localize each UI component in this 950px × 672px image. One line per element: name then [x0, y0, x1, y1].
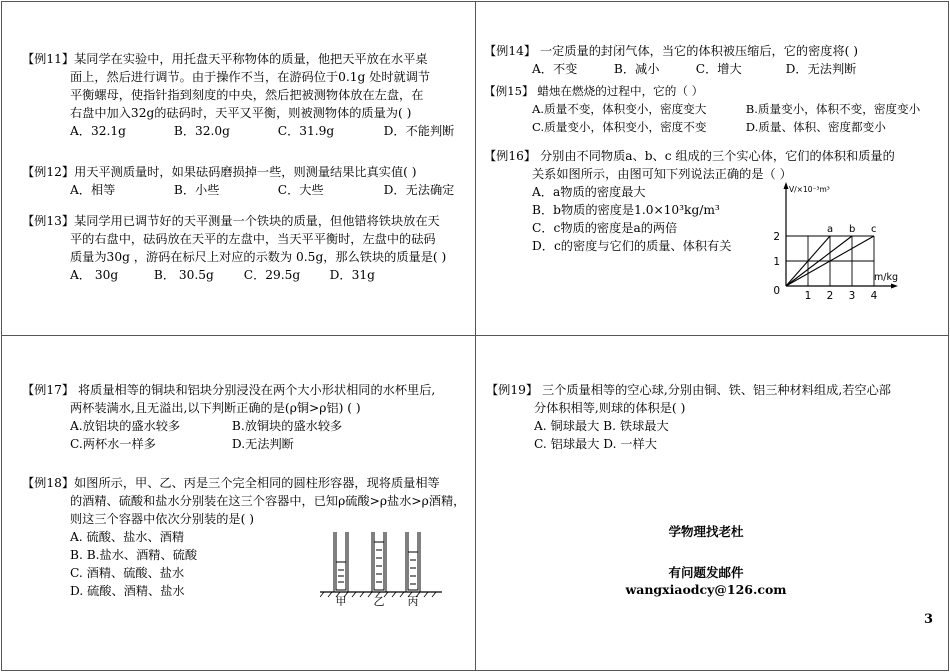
- q14-option-b: B．减小: [613, 62, 660, 76]
- series-label-c: c: [871, 224, 877, 235]
- q11-option-d: D．不能判断: [383, 124, 455, 138]
- q15-line: 【例15】 蜡烛在燃烧的过程中，它的（ ）: [484, 84, 704, 98]
- q13-line: 质量为30g ，游码在标尺上对应的示数为 0.5g，那么铁块的质量是( ): [70, 250, 447, 264]
- q19-options-row2: C. 铝球最大 D. 一样大: [534, 437, 657, 451]
- q17-option-c: C.两杯水一样多: [70, 437, 156, 451]
- q18-option-a: A. 硫酸、盐水、酒精: [70, 530, 185, 544]
- footer-email: wangxiaodcy@126.com: [625, 582, 787, 597]
- series-label-b: b: [849, 224, 856, 235]
- footer-contact: 有问题发邮件: [668, 565, 744, 580]
- containers-figure: [320, 526, 450, 606]
- y-tick-label: 2: [773, 231, 780, 243]
- q11-option-a: A．32.1g: [70, 124, 126, 138]
- y-tick-label: 1: [773, 256, 780, 268]
- q11-line: 面上，然后进行调节。由于操作不当，在游码位于0.1g 处时就调节: [70, 70, 431, 84]
- panel-bottom-left: [1, 335, 476, 671]
- q18-option-b: B. B.盐水、酒精、硫酸: [70, 548, 198, 562]
- q12-option-c: C．大些: [277, 183, 324, 197]
- q13-options: [22, 266, 446, 284]
- q13-option-b: B． 30.5g: [153, 268, 214, 282]
- q13-option-a: A． 30g: [70, 268, 119, 282]
- q19-options-row1: A. 铜球最大 B. 铁球最大: [534, 419, 669, 433]
- page-number: 3: [924, 612, 934, 627]
- q13-line: 平的右盘中，砝码放在天平的左盘中，当天平平衡时，左盘中的砝码: [70, 232, 436, 246]
- q17-option-b: B.放铜块的盛水较多: [231, 419, 343, 433]
- q15-option-a: A.质量不变，体积变小，密度变大: [532, 102, 707, 116]
- q11-option-b: B．32.0g: [173, 124, 230, 138]
- q14-option-c: C．增大: [695, 62, 742, 76]
- x-tick-label: 3: [848, 290, 856, 300]
- question-13: [22, 212, 446, 284]
- q16-line: 关系如图所示，由图可知下列说法正确的是（ ）: [532, 167, 792, 181]
- q12-line: 【例12】用天平测质量时，如果砝码磨损掉一些，则测量结果比真实值( ): [22, 165, 417, 179]
- question-15: [484, 82, 920, 136]
- x-tick-label: 4: [870, 290, 878, 300]
- volume-mass-graph: [766, 180, 926, 300]
- q18-option-d: D. 硫酸、酒精、盐水: [70, 584, 185, 598]
- q11-line: 平衡螺母，使指针指到刻度的中央，然后把被测物体放在左盘，在: [70, 88, 424, 102]
- q16-option-c: C．c物质的密度是a的两倍: [532, 221, 678, 235]
- x-axis-label: m/kg: [874, 272, 898, 283]
- q14-line: 【例14】 一定质量的封闭气体，当它的体积被压缩后，它的密度将( ): [484, 44, 859, 58]
- q16-option-a: A．a物质的密度最大: [532, 185, 646, 199]
- q18-line: 【例18】如图所示，甲、乙、丙是三个完全相同的圆柱形容器，现将质量相等: [22, 476, 440, 490]
- y-axis-label: V/×10⁻³m³: [789, 185, 830, 194]
- question-14: [484, 42, 858, 78]
- q14-option-a: A．不变: [532, 62, 578, 76]
- origin-label: 0: [773, 285, 780, 297]
- q16-option-d: D．c的密度与它们的质量、体积有关: [532, 239, 732, 253]
- q15-option-c: C.质量变小，体积变小，密度不变: [532, 120, 707, 134]
- q12-options: [22, 181, 454, 199]
- panel-top-left: [1, 1, 476, 336]
- q17-options-row1: [22, 417, 435, 435]
- q16-option-b: B．b物质的密度是1.0×10³kg/m³: [532, 203, 720, 217]
- container-jia: [334, 532, 348, 592]
- question-12: [22, 163, 454, 199]
- question-19: [486, 381, 891, 453]
- q19-line: 【例19】 三个质量相等的空心球,分别由铜、铁、铝三种材料组成,若空心部: [486, 383, 891, 397]
- q13-line: 【例13】某同学用已调节好的天平测量一个铁块的质量，但他错将铁块放在天: [22, 214, 440, 228]
- q12-option-a: A．相等: [70, 183, 116, 197]
- question-17: [22, 381, 435, 453]
- x-tick-label: 2: [826, 290, 834, 300]
- q17-option-a: A.放铝块的盛水较多: [70, 419, 181, 433]
- q17-options-row2: [22, 435, 435, 453]
- q18-line: 的酒精、硫酸和盐水分别装在这三个容器中，已知ρ硫酸>ρ盐水>ρ酒精，: [70, 494, 466, 508]
- q13-option-c: C．29.5g: [243, 268, 301, 282]
- q12-option-d: D．无法确定: [383, 183, 455, 197]
- container-yi: [372, 532, 386, 592]
- q17-line: 两杯装满水,且无溢出,以下判断正确的是(ρ铜>ρ铝) ( ): [70, 401, 361, 415]
- q15-option-b: B.质量变小，体积不变，密度变小: [745, 102, 921, 116]
- q15-option-d: D.质量、体积、密度都变小: [745, 120, 886, 134]
- question-11: [22, 50, 454, 140]
- q13-option-d: D．31g: [329, 268, 375, 282]
- q14-options: [484, 60, 858, 78]
- panel-bottom-right: [475, 335, 949, 671]
- q11-line: 【例11】某同学在实验中，用托盘天平称物体的质量，他把天平放在水平桌: [22, 52, 428, 66]
- q14-option-d: D．无法判断: [785, 62, 857, 76]
- q17-option-d: D.无法判断: [231, 437, 294, 451]
- series-label-a: a: [827, 224, 834, 235]
- q11-line: 右盘中加入32g的砝码时，天平又平衡，则被测物体的质量为( ): [70, 106, 412, 120]
- container-label-jia: 甲: [335, 595, 347, 606]
- q12-option-b: B．小些: [173, 183, 220, 197]
- container-label-yi: 乙: [373, 595, 385, 606]
- q11-options: [22, 122, 454, 140]
- container-bing: [406, 532, 420, 592]
- q16-line: 【例16】 分别由不同物质a、b、c 组成的三个实心体，它们的体积和质量的: [484, 149, 895, 163]
- x-tick-label: 1: [804, 290, 812, 300]
- footer-teacher: 学物理找老杜: [668, 524, 744, 539]
- q18-option-c: C. 酒精、硫酸、盐水: [70, 566, 185, 580]
- q15-options-row2: [484, 118, 920, 136]
- panel-top-right: [475, 1, 949, 336]
- q11-option-c: C．31.9g: [277, 124, 335, 138]
- q17-line: 【例17】 将质量相等的铜块和铝块分别浸没在两个大小形状相同的水杯里后,: [22, 383, 436, 397]
- q18-line: 则这三个容器中依次分别装的是( ): [70, 512, 255, 526]
- container-label-bing: 丙: [407, 595, 419, 606]
- q19-line: 分体积相等,则球的体积是( ): [534, 401, 686, 415]
- q15-options-row1: [484, 100, 920, 118]
